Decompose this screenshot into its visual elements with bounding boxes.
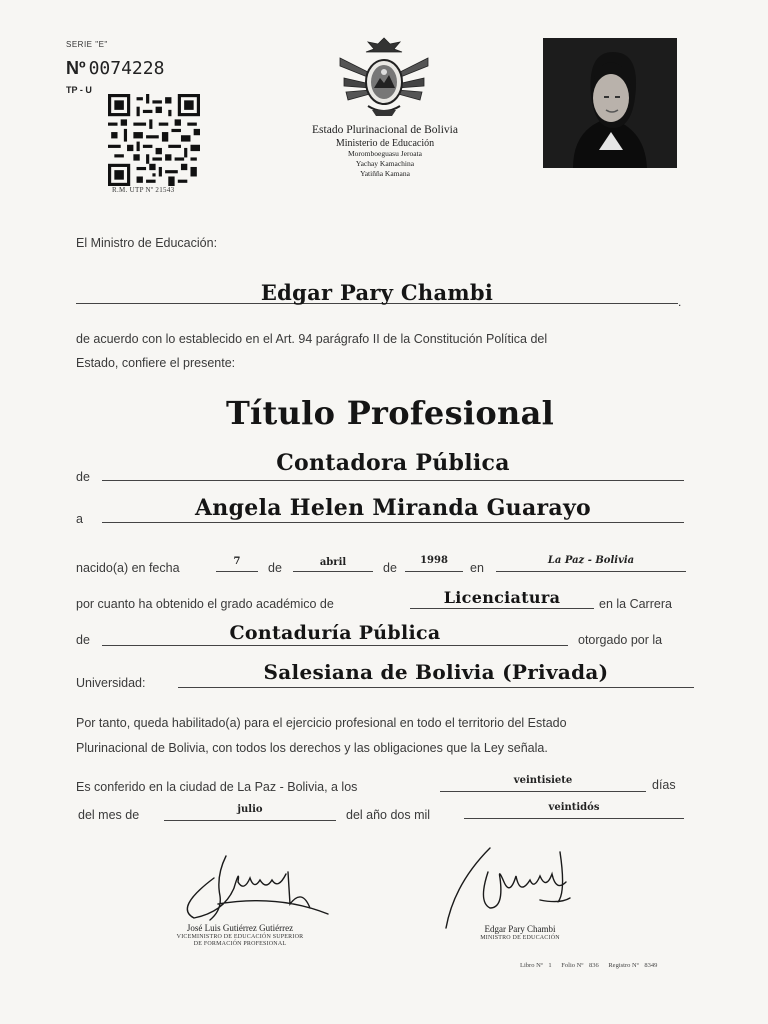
type-code: TP - U	[66, 85, 92, 95]
career-value: Contaduría Pública	[229, 622, 441, 644]
vice-minister-signature	[178, 848, 338, 928]
birth-year-line	[405, 571, 463, 572]
university-label: Universidad:	[76, 676, 146, 690]
folio-value: 836	[588, 962, 599, 969]
vice-minister-name: José Luis Gutiérrez Gutiérrez	[186, 923, 294, 933]
registro-label: Registro Nº	[608, 962, 639, 969]
number-label: Nº	[66, 58, 86, 78]
university-value: Salesiana de Bolivia (Privada)	[263, 660, 609, 684]
legal-text-line-1: de acuerdo con lo establecido en el Art. 94 parágrafo II de la Constitución Política del	[76, 332, 548, 346]
birth-place-line	[496, 571, 686, 572]
holder-name: Angela Helen Miranda Guarayo	[194, 495, 592, 521]
vice-minister-role-2: DE FORMACIÓN PROFESIONAL	[193, 941, 287, 947]
folio-label: Folio Nº	[561, 962, 584, 969]
conferred-month: julio	[237, 804, 263, 815]
birth-label: nacido(a) en fecha	[76, 561, 180, 575]
ministry-name-guarani: Moromboeguasu Jeroata	[348, 149, 422, 158]
profession-line	[102, 480, 684, 481]
degree-label: por cuanto ha obtenido el grado académico de	[76, 597, 334, 611]
legal-text-line-2: Estado, confiere el presente:	[76, 356, 236, 370]
closing-line-1: Por tanto, queda habilitado(a) para el ejercicio profesional en todo el territorio del Estado	[76, 716, 567, 730]
birth-de-2: de	[383, 561, 397, 575]
month-label: del mes de	[78, 808, 140, 822]
holder-a-label: a	[76, 512, 83, 526]
ministry-name-quechua: Yachay Kamachina	[355, 159, 415, 168]
libro-value: 1	[548, 962, 552, 969]
career-label: en la Carrera	[599, 597, 672, 611]
state-name: Estado Plurinacional de Bolivia	[312, 124, 458, 136]
minister-name-period: .	[678, 295, 682, 309]
resolution-number: R.M. UTP Nº 21543	[112, 186, 175, 194]
granted-label: otorgado por la	[578, 633, 663, 647]
birth-day-line	[216, 571, 258, 572]
issuer-block	[285, 124, 485, 179]
career-de-label: de	[76, 633, 90, 647]
certificate-number	[66, 58, 164, 79]
birth-place: La Paz - Bolivia	[547, 555, 635, 566]
ministry-name: Ministerio de Educación	[335, 138, 435, 149]
days-label: días	[652, 778, 676, 792]
degree-value: Licenciatura	[443, 588, 561, 607]
minister-signature	[440, 842, 600, 932]
qr-code[interactable]	[108, 94, 200, 186]
birth-en: en	[470, 561, 484, 575]
minister-sign-role: MINISTRO DE EDUCACIÓN	[480, 935, 560, 941]
certificate-title: Título Profesional	[225, 394, 555, 432]
conferred-day-line	[440, 791, 646, 792]
career-line	[102, 645, 568, 646]
registry-block	[520, 962, 657, 969]
birth-de-1: de	[268, 561, 282, 575]
university-line	[178, 687, 694, 688]
libro-label: Libro Nº	[520, 962, 543, 969]
holder-photo	[543, 38, 677, 168]
ministry-name-aymara: Yatiñña Kamana	[360, 169, 410, 178]
birth-day: 7	[233, 556, 241, 567]
closing-line-2: Plurinacional de Bolivia, con todos los derechos y las obligaciones que la Ley señala.	[76, 741, 548, 755]
coat-of-arms-icon	[332, 34, 436, 124]
conferred-day: veintisiete	[513, 775, 573, 786]
registro-value: 8349	[644, 962, 658, 969]
conferred-label: Es conferido en la ciudad de La Paz - Bolivia, a los	[76, 780, 358, 794]
year-label: del año dos mil	[346, 808, 431, 822]
degree-line	[410, 608, 594, 609]
minister-intro: El Ministro de Educación:	[76, 236, 218, 250]
holder-line	[102, 522, 684, 523]
portrait-image	[543, 38, 677, 168]
profession-value: Contadora Pública	[276, 450, 510, 476]
birth-year: 1998	[420, 555, 448, 566]
minister-name: Edgar Pary Chambi	[260, 280, 494, 305]
conferred-month-line	[164, 820, 336, 821]
birth-month: abril	[319, 557, 347, 568]
minister-sign-name: Edgar Pary Chambi	[484, 924, 556, 934]
birth-month-line	[293, 571, 373, 572]
vice-minister-role-1: VICEMINISTRO DE EDUCACIÓN SUPERIOR	[176, 934, 304, 940]
number-value: 0074228	[88, 58, 165, 79]
conferred-year: veintidós	[548, 802, 600, 813]
profession-de-label: de	[76, 470, 90, 484]
serie-label: SERIE "E"	[66, 40, 108, 49]
conferred-year-line	[464, 818, 684, 819]
